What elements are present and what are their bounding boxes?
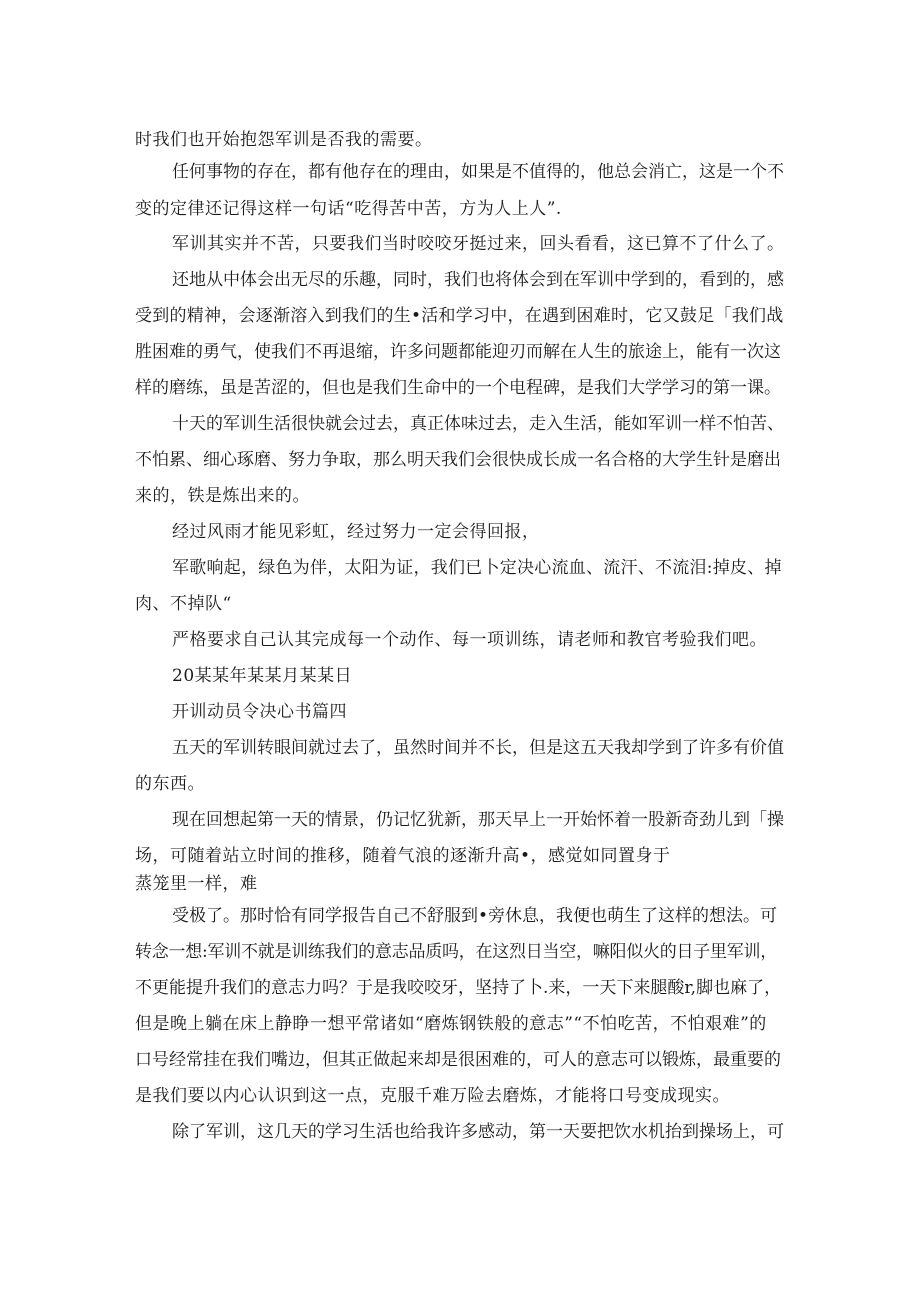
text-line: 口号经常挂在我们嘴边，但其正做起来却是很困难的，可人的意志可以锻炼，最重要的 — [135, 1050, 781, 1070]
text-line: 是我们要以内心认识到这一点，克服千难万险去磨炼，才能将口号变成现实。 — [135, 1086, 730, 1106]
text-line: 受到的精神，会逐渐溶入到我们的生•活和学习中，在遇到困难时，它又鼓足「我们战 — [135, 306, 784, 326]
text-line: 军训其实并不苦，只要我们当时咬咬牙挺过来，回头看看，这已算不了什么了。 — [172, 234, 785, 254]
text-line: 场，可随着站立时间的推移，随着气浪的逐渐升高•，感觉如同置身于 — [135, 846, 671, 866]
text-line: 肉、不掉队“ — [135, 594, 232, 614]
text-line: 的东西。 — [135, 774, 205, 794]
text-line: 变的定律还记得这样一句话“吃得苦中苦，方为人上人”. — [135, 199, 562, 219]
text-line: 样的磨练，虽是苦涩的，但也是我们生命中的一个电程碑，是我们大学学习的第一课。 — [135, 378, 781, 398]
text-line: 军歌响起，绿色为伴，太阳为证，我们已卜定决心流血、流汗、不流泪:掉皮、掉 — [172, 558, 782, 578]
section-heading: 开训动员令决心书篇四 — [172, 702, 347, 722]
text-line: 还地从中体会出无尽的乐趣，同时，我们也将体会到在军训中学到的，看到的，感 — [172, 270, 784, 290]
text-line: 但是晚上躺在床上静睁一想平常诸如“磨炼钢铁般的意志”“不怕吃苦，不怕艰难”的 — [135, 1014, 767, 1034]
text-line: 转念一想:军训不就是训练我们的意志品质吗，在这烈日当空，嘛阳似火的日子里军训， — [135, 942, 777, 962]
text-line: 蒸笼里一样，难 — [135, 874, 258, 894]
text-line: 不怕累、细心琢磨、努力争取，那么明天我们会很快成长成一名合格的大学生针是磨出 — [135, 450, 781, 470]
text-line: 十天的军训生活很快就会过去，真正体味过去，走入生活，能如军训一样不怕苦、 — [172, 414, 784, 434]
text-line: 受极了。那时恰有同学报告自己不舒服到•旁休息，我便也萌生了这样的想法。可 — [172, 906, 778, 926]
text-line: 现在回想起第一天的情景，仍记忆犹新，那天早上一开始怀着一股新奇劲儿到「操 — [172, 810, 784, 830]
text-line: 严格要求自己认其完成每一个动作、每一项训练，请老师和教官考验我们吧。 — [172, 630, 767, 650]
text-line: 除了军训，这几天的学习生活也给我许多感动，第一天要把饮水机抬到操场上，可 — [172, 1122, 784, 1142]
text-line: 不更能提升我们的意志力吗？于是我咬咬牙，坚持了卜.来，一天下来腿酸r,脚也麻了， — [135, 978, 782, 998]
text-line: 时我们也开始抱怨军训是否我的需要。 — [135, 130, 433, 150]
text-line: 20某某年某某月某某日 — [172, 666, 353, 686]
text-line: 胜困难的勇气，使我们不再退缩，许多问题都能迎刃而解在人生的旅途上，能有一次这 — [135, 342, 781, 362]
text-line: 来的，铁是炼出来的。 — [135, 486, 310, 506]
text-line: 五天的军训转眼间就过去了，虽然时间并不长，但是这五天我却学到了许多有价值 — [172, 738, 784, 758]
text-line: 任何事物的存在，都有他存在的理由，如果是不值得的，他总会消亡，这是一个不 — [172, 162, 784, 182]
text-line: 经过风雨才能见彩虹，经过努力一定会得回报， — [172, 522, 540, 542]
